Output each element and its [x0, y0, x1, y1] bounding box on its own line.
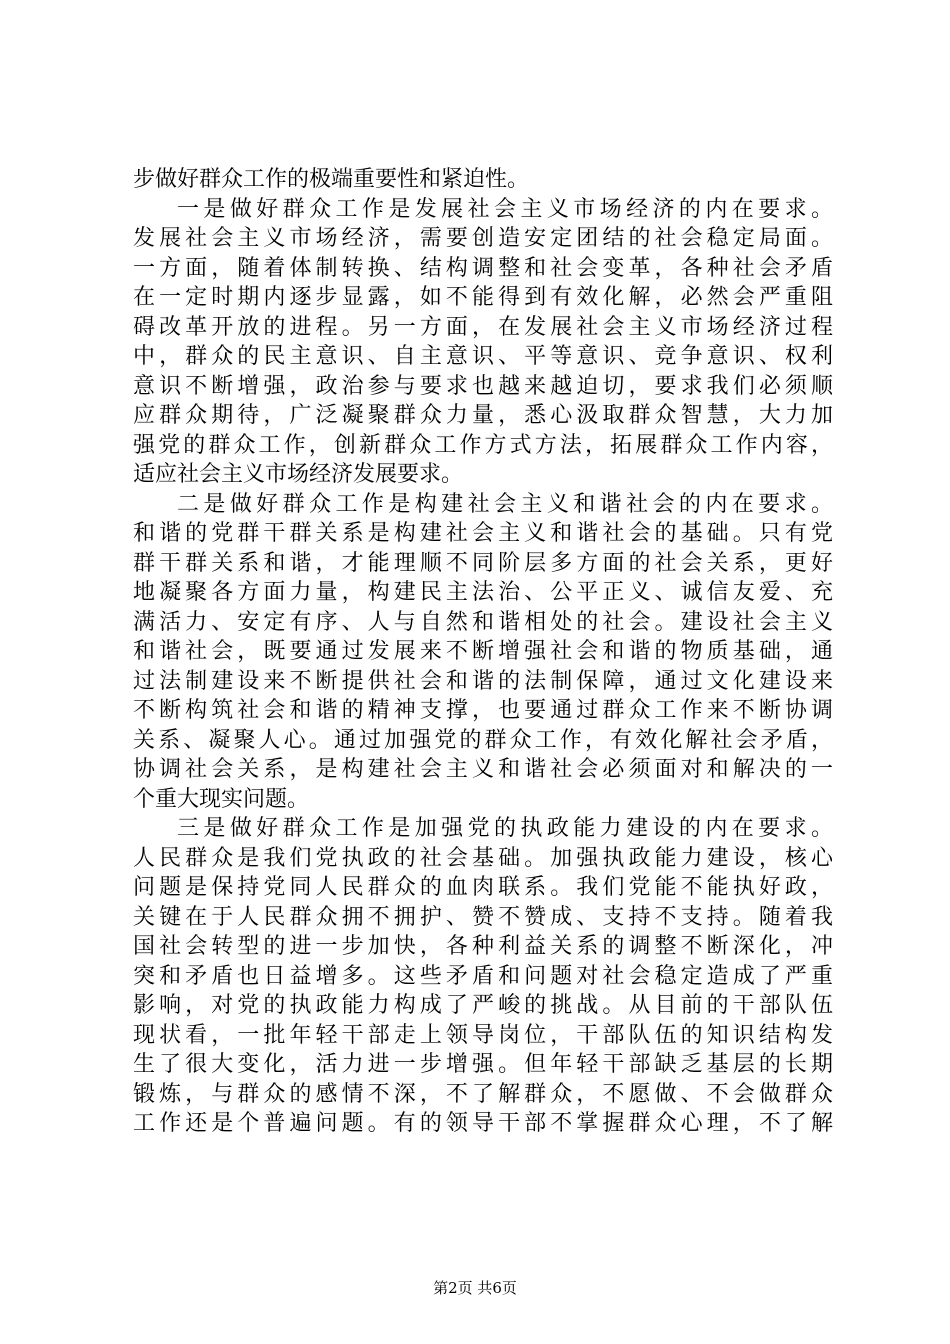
text-line: 和谐社会，既要通过发展来不断增强社会和谐的物质基础，通: [133, 639, 833, 664]
text-line: 群干群关系和谐，才能理顺不同阶层多方面的社会关系，更好: [133, 550, 833, 576]
text-line: 和谐的党群干群关系是构建社会主义和谐社会的基础。只有党: [133, 521, 833, 546]
text-line: 锻炼，与群众的感情不深，不了解群众，不愿做、不会做群众: [133, 1081, 833, 1107]
text-line: 关键在于人民群众拥不拥护、赞不赞成、支持不支持。随着我: [133, 904, 833, 930]
text-line: 问题是保持党同人民群众的血肉联系。我们党能不能执好政，: [133, 875, 833, 900]
text-line: 三是做好群众工作是加强党的执政能力建设的内在要求。: [177, 816, 833, 841]
text-line: 二是做好群众工作是构建社会主义和谐社会的内在要求。: [177, 491, 833, 517]
text-line: 满活力、安定有序、人与自然和谐相处的社会。建设社会主义: [133, 609, 833, 635]
page-footer: 第2页 共6页: [433, 1279, 517, 1297]
text-line: 应群众期待，广泛凝聚群众力量，悉心汲取群众智慧，大力加: [133, 403, 833, 428]
text-line: 国社会转型的进一步加快，各种利益关系的调整不断深化，冲: [133, 934, 833, 959]
text-line: 意识不断增强，政治参与要求也越来越迫切，要求我们必须顺: [133, 373, 833, 399]
text-line: 关系、凝聚人心。通过加强党的群众工作，有效化解社会矛盾，: [133, 727, 833, 753]
text-line: 强党的群众工作，创新群众工作方式方法，拓展群众工作内容，: [133, 432, 833, 458]
text-line: 碍改革开放的进程。另一方面，在发展社会主义市场经济过程: [133, 314, 833, 340]
text-line: 在一定时期内逐步显露，如不能得到有效化解，必然会严重阻: [133, 285, 833, 310]
text-line: 适应社会主义市场经济发展要求。: [133, 462, 464, 487]
text-line: 影响，对党的执政能力构成了严峻的挑战。从目前的干部队伍: [133, 993, 833, 1018]
text-line: 一是做好群众工作是发展社会主义市场经济的内在要求。: [177, 196, 833, 222]
text-line: 不断构筑社会和谐的精神支撑，也要通过群众工作来不断协调: [133, 698, 833, 723]
text-line: 协调社会关系，是构建社会主义和谐社会必须面对和解决的一: [133, 757, 833, 782]
text-line: 步做好群众工作的极端重要性和紧迫性。: [133, 167, 530, 192]
text-line: 人民群众是我们党执政的社会基础。加强执政能力建设，核心: [133, 845, 833, 871]
text-line: 生了很大变化，活力进一步增强。但年轻干部缺乏基层的长期: [133, 1052, 833, 1077]
text-line: 突和矛盾也日益增多。这些矛盾和问题对社会稳定造成了严重: [133, 963, 833, 989]
text-line: 现状看，一批年轻干部走上领导岗位，干部队伍的知识结构发: [133, 1022, 833, 1048]
document-body: [133, 165, 833, 1139]
text-line: 发展社会主义市场经济，需要创造安定团结的社会稳定局面。: [133, 226, 833, 251]
text-line: 中，群众的民主意识、自主意识、平等意识、竞争意识、权利: [133, 344, 833, 369]
text-line: 地凝聚各方面力量，构建民主法治、公平正义、诚信友爱、充: [133, 580, 833, 605]
text-line: 一方面，随着体制转换、结构调整和社会变革，各种社会矛盾: [133, 255, 833, 281]
text-line: 过法制建设来不断提供社会和谐的法制保障，通过文化建设来: [133, 668, 833, 694]
text-line: 个重大现实问题。: [133, 786, 310, 812]
text-line: 工作还是个普遍问题。有的领导干部不掌握群众心理，不了解: [133, 1111, 833, 1136]
